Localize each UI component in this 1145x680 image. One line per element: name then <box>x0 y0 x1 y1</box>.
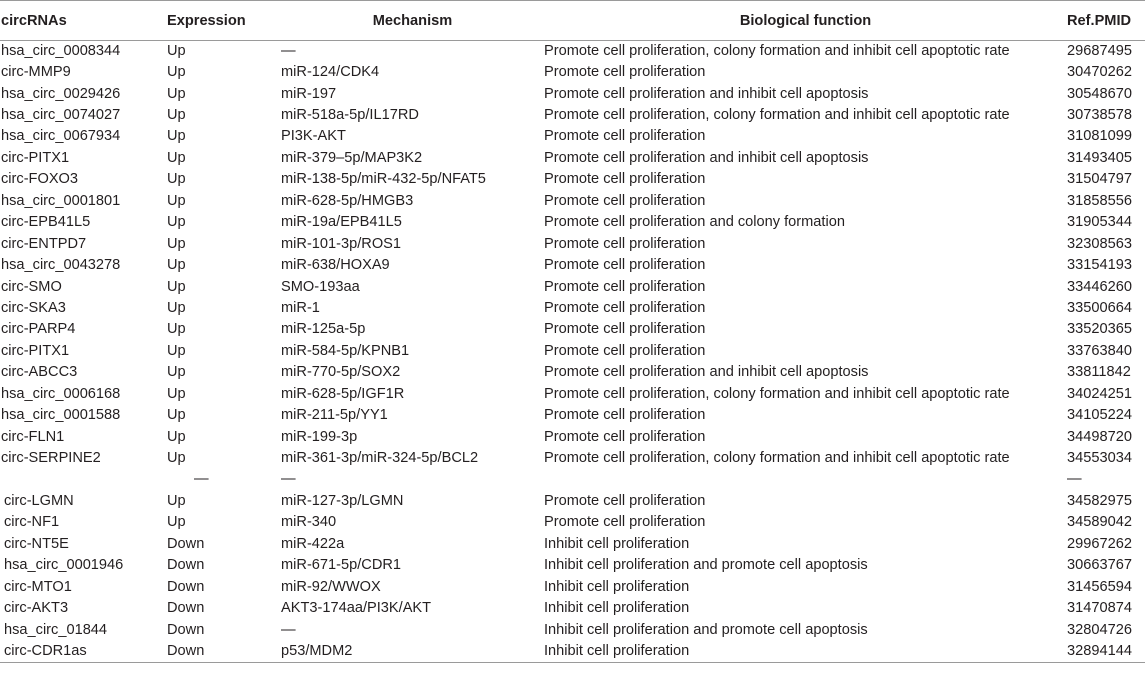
cell-ref-pmid: 32308563 <box>1067 235 1132 252</box>
header-biological-function: Biological function <box>544 1 1067 41</box>
cell-biological-function: Inhibit cell proliferation <box>544 578 690 595</box>
cell-mechanism: miR-671-5p/CDR1 <box>281 557 402 574</box>
cell-biological-function: Promote cell proliferation and inhibit cell apoptosis <box>544 149 869 166</box>
cell-mechanism: miR-340 <box>281 514 337 531</box>
cell-biological-function: Inhibit cell proliferation and promote cell apoptosis <box>544 621 868 638</box>
cell-mechanism: miR-101-3p/ROS1 <box>281 235 402 252</box>
cell-expression: Up <box>167 42 186 59</box>
cell-circrna: circ-CDR1as <box>0 641 167 662</box>
table-row <box>0 619 1145 640</box>
cell-ref-pmid: 31470874 <box>1067 600 1132 617</box>
cell-biological-function: Promote cell proliferation <box>544 192 706 209</box>
cell-biological-function: Promote cell proliferation, colony formation and inhibit cell apoptotic rate <box>544 450 1010 467</box>
table-row <box>0 319 1145 340</box>
cell-ref-pmid: 33520365 <box>1067 321 1132 338</box>
cell-expression: Down <box>167 600 205 617</box>
cell-expression: Up <box>167 235 186 252</box>
cell-mechanism: miR-19a/EPB41L5 <box>281 214 402 231</box>
cell-biological-function: Promote cell proliferation <box>544 278 706 295</box>
cell-expression: Down <box>167 621 205 638</box>
cell-mechanism: — <box>281 621 296 638</box>
cell-biological-function: Promote cell proliferation, colony formation and inhibit cell apoptotic rate <box>544 385 1010 402</box>
cell-ref-pmid: 33763840 <box>1067 342 1132 359</box>
table-row <box>0 126 1145 147</box>
cell-biological-function: Promote cell proliferation <box>544 257 706 274</box>
cell-expression: Down <box>167 578 205 595</box>
cell-mechanism: miR-422a <box>281 535 345 552</box>
cell-mechanism: PI3K-AKT <box>281 128 346 145</box>
cell-expression: — <box>194 471 209 488</box>
cell-expression: Up <box>167 321 186 338</box>
cell-expression: Up <box>167 107 186 124</box>
cell-circrna <box>0 469 167 490</box>
cell-biological-function: Inhibit cell proliferation <box>544 535 690 552</box>
cell-ref-pmid: — <box>1067 471 1082 488</box>
cell-mechanism: miR-770-5p/SOX2 <box>281 364 401 381</box>
cell-biological-function: Promote cell proliferation, colony formation and inhibit cell apoptotic rate <box>544 42 1010 59</box>
cell-ref-pmid: 34105224 <box>1067 407 1132 424</box>
cell-circrna: hsa_circ_0067934 <box>1 128 121 145</box>
cell-circrna: circ-AKT3 <box>4 600 69 617</box>
table-row <box>0 41 1145 62</box>
cell-circrna: hsa_circ_0006168 <box>1 385 121 402</box>
cell-ref-pmid: 33154193 <box>1067 257 1132 274</box>
cell-circrna: circ-NF1 <box>4 514 60 531</box>
cell-circrna: circ-ABCC3 <box>1 364 78 381</box>
header-circrnas: circRNAs <box>0 1 167 41</box>
table-row <box>0 62 1145 83</box>
cell-expression: Up <box>167 85 186 102</box>
table-row <box>0 233 1145 254</box>
cell-expression: Up <box>167 128 186 145</box>
cell-circrna: hsa_circ_0001801 <box>1 192 121 209</box>
cell-circrna: circ-SKA3 <box>1 299 66 316</box>
cell-mechanism: miR-628-5p/HMGB3 <box>281 192 414 209</box>
cell-biological-function: Promote cell proliferation and colony formation <box>544 214 845 231</box>
cell-mechanism: miR-138-5p/miR-432-5p/NFAT5 <box>281 171 486 188</box>
table-row <box>0 576 1145 597</box>
cell-biological-function: Promote cell proliferation <box>544 171 706 188</box>
cell-circrna: circ-ENTPD7 <box>1 235 87 252</box>
table-row <box>0 169 1145 190</box>
cell-expression: Up <box>167 257 186 274</box>
cell-ref-pmid: 34553034 <box>1067 450 1132 467</box>
cell-mechanism: miR-197 <box>281 85 337 102</box>
table-header-row <box>0 1 1145 41</box>
cell-ref-pmid: 29967262 <box>1067 535 1132 552</box>
table-row <box>0 426 1145 447</box>
table-row <box>0 341 1145 362</box>
table-body <box>0 41 1145 663</box>
table-row <box>0 148 1145 169</box>
cell-biological-function: Promote cell proliferation and inhibit cell apoptosis <box>544 85 869 102</box>
table-row <box>0 469 1145 490</box>
cell-expression: Up <box>167 385 186 402</box>
cell-mechanism: miR-1 <box>281 299 320 316</box>
cell-mechanism: miR-92/WWOX <box>281 578 381 595</box>
cell-circrna: circ-SMO <box>1 278 62 295</box>
cell-biological-function: Promote cell proliferation <box>544 64 706 81</box>
table-row <box>0 641 1145 662</box>
cell-ref-pmid: 32894144 <box>1067 641 1145 662</box>
cell-circrna: hsa_circ_0008344 <box>1 42 121 59</box>
cell-circrna: circ-FOXO3 <box>1 171 79 188</box>
table-row <box>0 384 1145 405</box>
cell-biological-function: Promote cell proliferation <box>544 299 706 316</box>
cell-expression: Up <box>167 450 186 467</box>
cell-expression: Up <box>167 364 186 381</box>
cell-circrna: circ-MMP9 <box>1 64 71 81</box>
cell-expression: Up <box>167 192 186 209</box>
cell-circrna: circ-FLN1 <box>1 428 65 445</box>
cell-ref-pmid: 34024251 <box>1067 385 1132 402</box>
cell-circrna: circ-PARP4 <box>1 321 76 338</box>
cell-mechanism: miR-124/CDK4 <box>281 64 380 81</box>
cell-mechanism: miR-361-3p/miR-324-5p/BCL2 <box>281 450 479 467</box>
cell-mechanism: miR-125a-5p <box>281 321 366 338</box>
cell-circrna: circ-PITX1 <box>1 342 70 359</box>
cell-biological-function: Inhibit cell proliferation <box>544 641 1067 662</box>
cell-mechanism: miR-127-3p/LGMN <box>281 492 404 509</box>
cell-circrna: hsa_circ_0001946 <box>4 557 124 574</box>
cell-expression: Down <box>167 535 205 552</box>
cell-biological-function: Promote cell proliferation <box>544 128 706 145</box>
cell-ref-pmid: 30470262 <box>1067 64 1132 81</box>
cell-expression: Up <box>167 428 186 445</box>
cell-expression: Down <box>167 557 205 574</box>
cell-mechanism: SMO-193aa <box>281 278 360 295</box>
cell-mechanism: miR-638/HOXA9 <box>281 257 390 274</box>
cell-biological-function: Inhibit cell proliferation <box>544 600 690 617</box>
cell-expression: Up <box>167 342 186 359</box>
cell-mechanism: miR-379–5p/MAP3K2 <box>281 149 423 166</box>
cell-ref-pmid: 33811842 <box>1067 364 1131 381</box>
cell-biological-function: Promote cell proliferation <box>544 514 706 531</box>
table-row <box>0 448 1145 469</box>
cell-expression: Up <box>167 214 186 231</box>
cell-mechanism: miR-199-3p <box>281 428 358 445</box>
cell-circrna: circ-SERPINE2 <box>1 450 101 467</box>
cell-expression: Up <box>167 149 186 166</box>
cell-mechanism: — <box>281 42 296 59</box>
cell-expression: Up <box>167 171 186 188</box>
cell-biological-function: Promote cell proliferation <box>544 235 706 252</box>
cell-ref-pmid: 30548670 <box>1067 85 1132 102</box>
table-row <box>0 555 1145 576</box>
cell-ref-pmid: 31081099 <box>1067 128 1132 145</box>
table-row <box>0 83 1145 104</box>
cell-biological-function <box>544 469 1067 490</box>
cell-circrna: circ-NT5E <box>4 535 69 552</box>
cell-biological-function: Promote cell proliferation <box>544 492 706 509</box>
cell-biological-function: Promote cell proliferation <box>544 428 706 445</box>
cell-ref-pmid: 31858556 <box>1067 192 1132 209</box>
cell-biological-function: Promote cell proliferation and inhibit cell apoptosis <box>544 364 869 381</box>
cell-ref-pmid: 31456594 <box>1067 578 1132 595</box>
cell-mechanism: AKT3-174aa/PI3K/AKT <box>281 600 432 617</box>
cell-mechanism: miR-211-5p/YY1 <box>281 407 388 424</box>
cell-ref-pmid: 29687495 <box>1067 42 1132 59</box>
cell-biological-function: Promote cell proliferation <box>544 342 706 359</box>
cell-circrna: circ-PITX1 <box>1 149 70 166</box>
cell-expression: Up <box>167 514 186 531</box>
table-row <box>0 512 1145 533</box>
cell-ref-pmid: 33500664 <box>1067 299 1132 316</box>
cell-biological-function: Promote cell proliferation <box>544 407 706 424</box>
cell-ref-pmid: 31493405 <box>1067 149 1132 166</box>
cell-expression: Up <box>167 278 186 295</box>
cell-circrna: hsa_circ_01844 <box>4 621 108 638</box>
cell-expression: Down <box>167 641 281 662</box>
cell-biological-function: Promote cell proliferation, colony formation and inhibit cell apoptotic rate <box>544 107 1010 124</box>
table-row <box>0 105 1145 126</box>
cell-mechanism: miR-584-5p/KPNB1 <box>281 342 410 359</box>
cell-expression: Up <box>167 299 186 316</box>
header-mechanism: Mechanism <box>281 1 544 41</box>
cell-circrna: circ-EPB41L5 <box>1 214 91 231</box>
table-row <box>0 298 1145 319</box>
cell-circrna: hsa_circ_0043278 <box>1 257 121 274</box>
table-row <box>0 491 1145 512</box>
cell-expression: Up <box>167 492 186 509</box>
cell-ref-pmid: 31905344 <box>1067 214 1132 231</box>
cell-circrna: hsa_circ_0029426 <box>1 85 121 102</box>
header-expression: Expression <box>167 1 281 41</box>
table-row <box>0 405 1145 426</box>
table-row <box>0 598 1145 619</box>
table-row <box>0 276 1145 297</box>
cell-ref-pmid: 30738578 <box>1067 107 1132 124</box>
cell-ref-pmid: 33446260 <box>1067 278 1132 295</box>
cell-mechanism: p53/MDM2 <box>281 641 544 662</box>
cell-circrna: circ-MTO1 <box>4 578 72 595</box>
table-row <box>0 255 1145 276</box>
table-row <box>0 212 1145 233</box>
cell-biological-function: Promote cell proliferation <box>544 321 706 338</box>
cell-ref-pmid: 34582975 <box>1067 492 1132 509</box>
cell-ref-pmid: 34498720 <box>1067 428 1132 445</box>
cell-circrna: hsa_circ_0001588 <box>1 407 121 424</box>
cell-circrna: hsa_circ_0074027 <box>1 107 121 124</box>
table-row <box>0 191 1145 212</box>
cell-biological-function: Inhibit cell proliferation and promote cell apoptosis <box>544 557 868 574</box>
cell-mechanism: — <box>281 471 296 488</box>
cell-ref-pmid: 30663767 <box>1067 557 1132 574</box>
cell-ref-pmid: 31504797 <box>1067 171 1132 188</box>
table-row <box>0 362 1145 383</box>
cell-ref-pmid: 32804726 <box>1067 621 1132 638</box>
cell-ref-pmid: 34589042 <box>1067 514 1132 531</box>
cell-mechanism: miR-518a-5p/IL17RD <box>281 107 419 124</box>
header-ref-pmid: Ref.PMID <box>1067 1 1145 41</box>
table-row <box>0 534 1145 555</box>
cell-circrna: circ-LGMN <box>4 492 74 509</box>
cell-expression: Up <box>167 407 186 424</box>
cell-expression: Up <box>167 64 186 81</box>
cell-mechanism: miR-628-5p/IGF1R <box>281 385 405 402</box>
